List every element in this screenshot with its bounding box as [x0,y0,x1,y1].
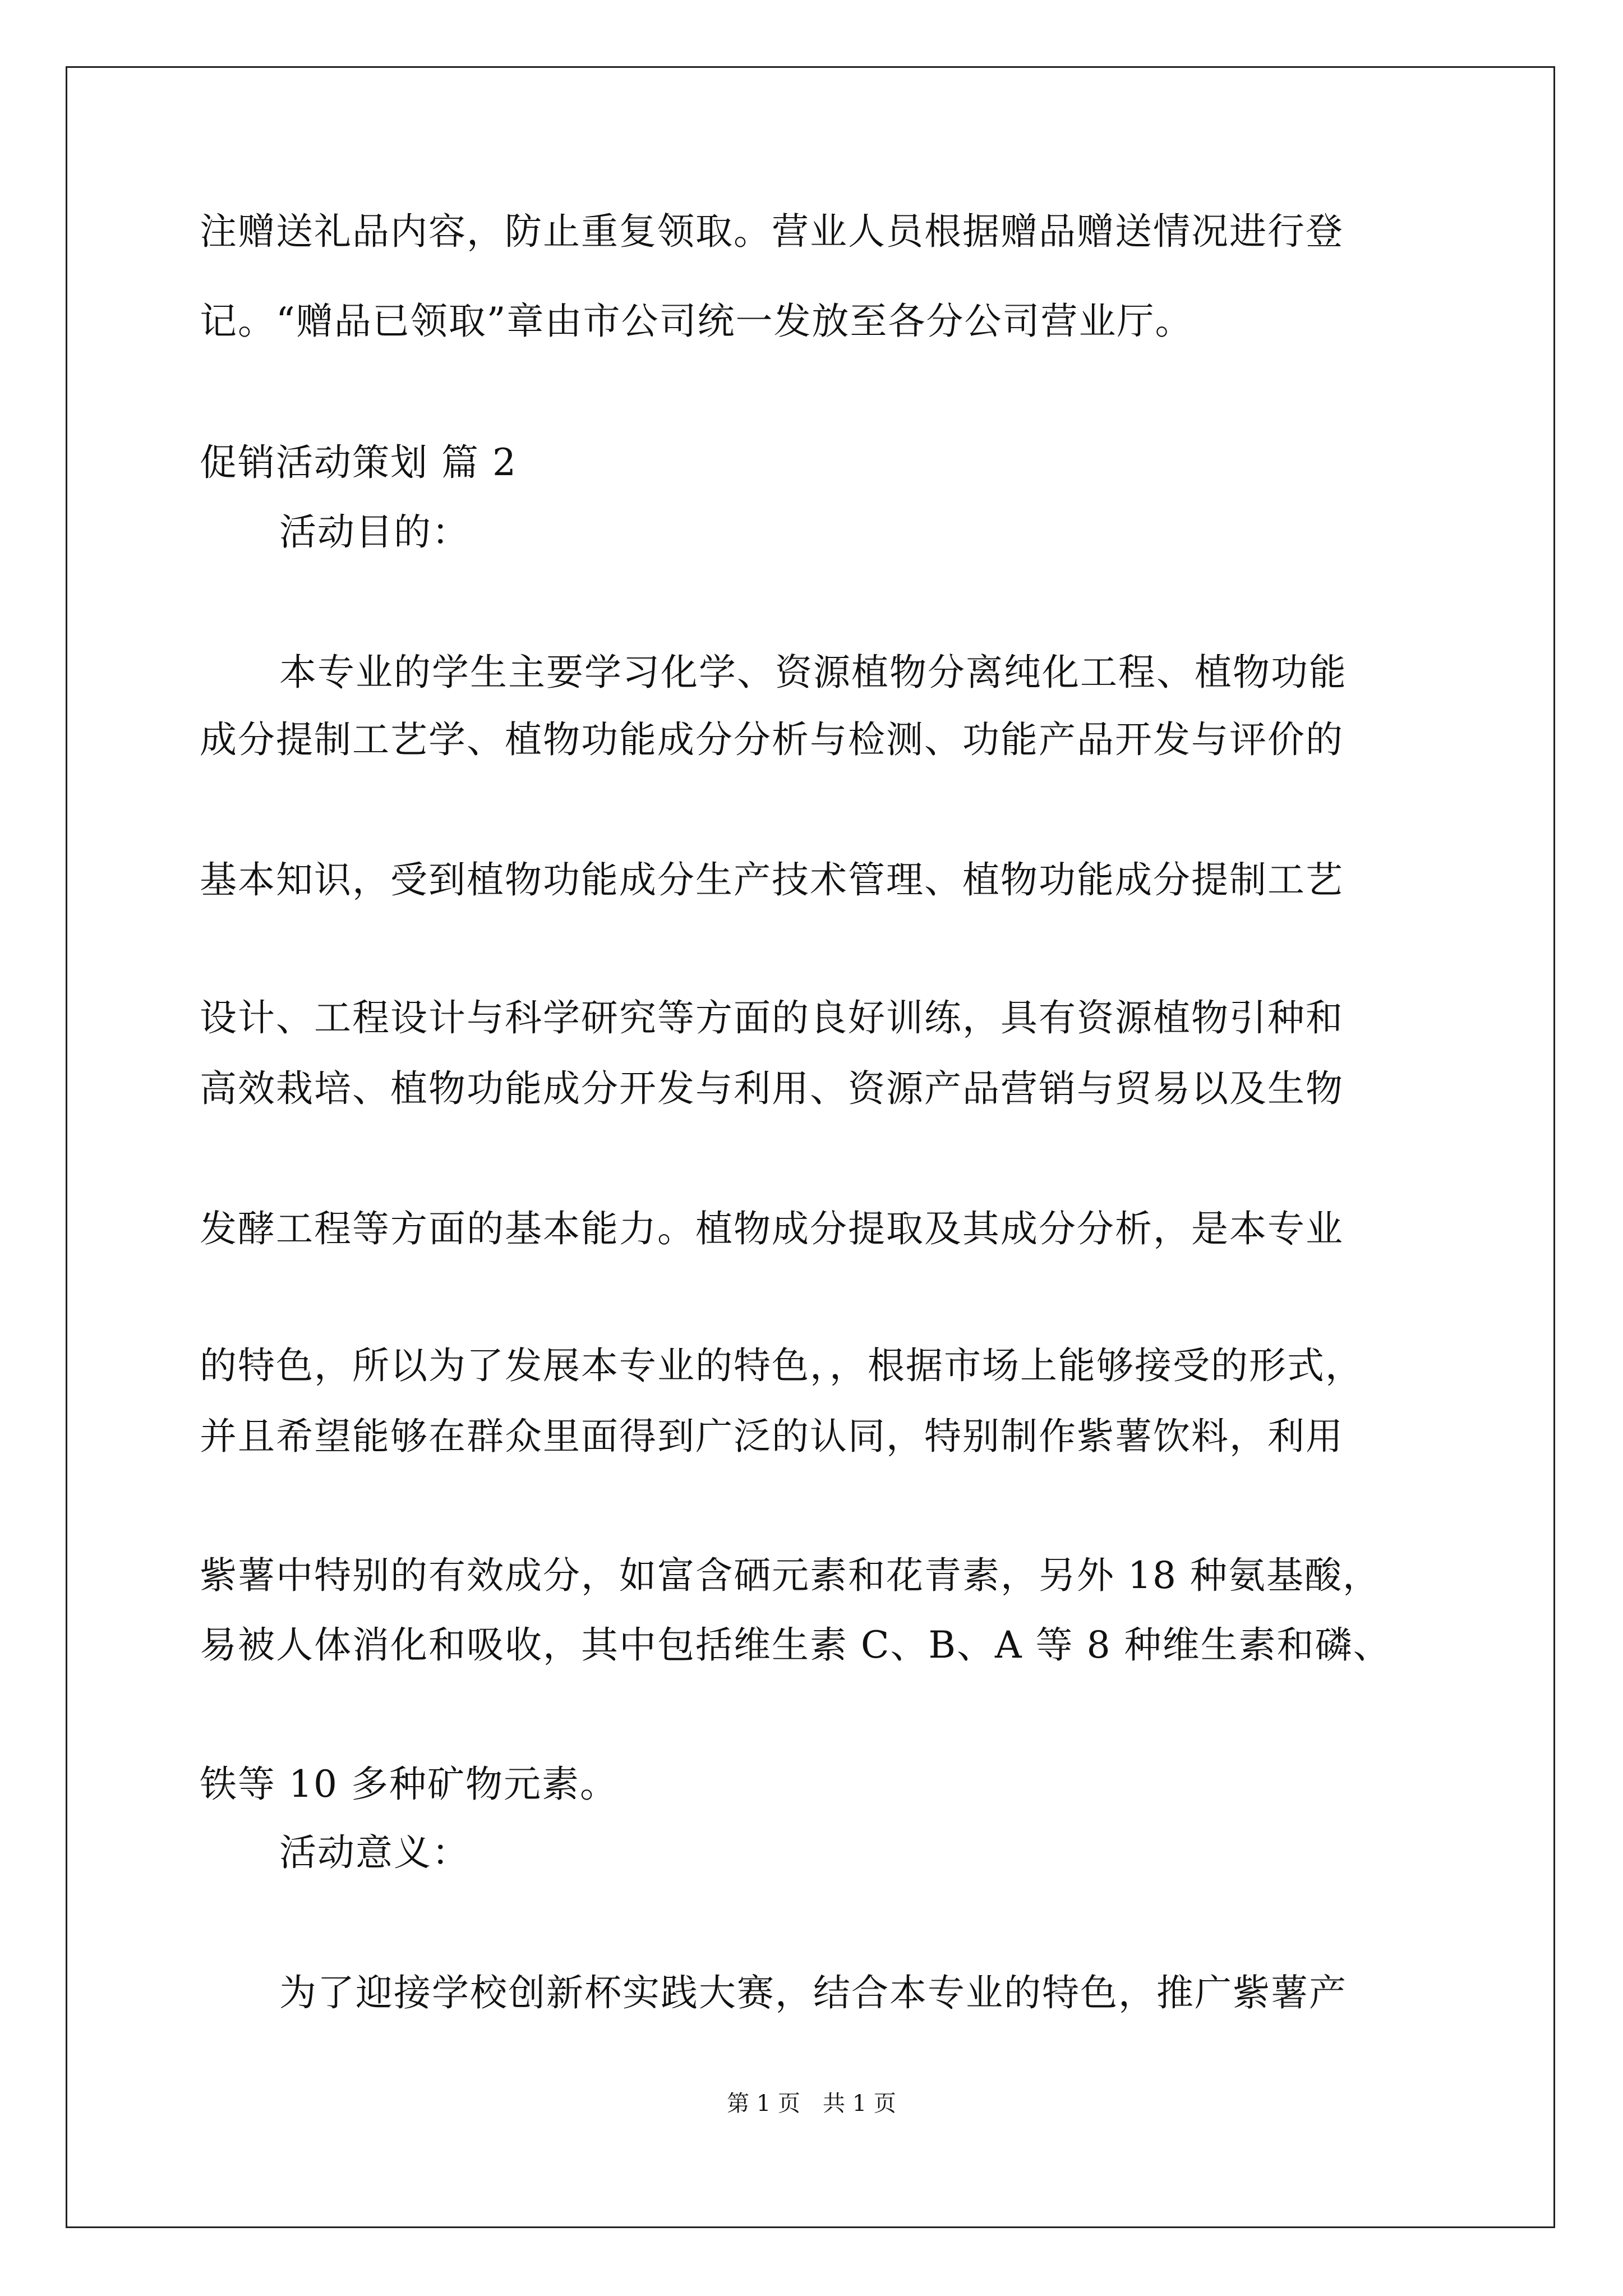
paragraph-line: 的特色，所以为了发展本专业的特色，，根据市场上能够接受的形式， [200,1344,1363,1387]
paragraph-line: 易被人体消化和吸收，其中包括维生素 C、B、A 等 8 种维生素和磷、 [200,1623,1391,1667]
paragraph-line: 基本知识，受到植物功能成分生产技术管理、植物功能成分提制工艺 [200,858,1344,901]
section-heading: 促销活动策划 篇 2 [200,441,517,484]
paragraph-line: 设计、工程设计与科学研究等方面的良好训练，具有资源植物引种和 [200,996,1344,1039]
paragraph-line: 记。“赠品已领取”章由市公司统一发放至各分公司营业厅。 [200,300,1193,343]
paragraph-line: 本专业的学生主要学习化学、资源植物分离纯化工程、植物功能 [279,651,1347,694]
subheading-activity-purpose: 活动目的： [279,510,470,554]
subheading-activity-significance: 活动意义： [279,1831,470,1874]
paragraph-line: 紫薯中特别的有效成分，如富含硒元素和花青素，另外 18 种氨基酸， [200,1554,1381,1597]
paragraph-line: 并且希望能够在群众里面得到广泛的认同，特别制作紫薯饮料，利用 [200,1415,1344,1458]
paragraph-line: 高效栽培、植物功能成分开发与利用、资源产品营销与贸易以及生物 [200,1067,1344,1110]
paragraph-line: 成分提制工艺学、植物功能成分分析与检测、功能产品开发与评价的 [200,718,1344,761]
paragraph-line: 发酵工程等方面的基本能力。植物成分提取及其成分分析，是本专业 [200,1207,1344,1250]
page-number-footer: 第 1 页 共 1 页 [727,2091,896,2116]
paragraph-line: 为了迎接学校创新杯实践大赛，结合本专业的特色，推广紫薯产 [279,1971,1347,2014]
page-border [66,66,1555,2228]
paragraph-line: 注赠送礼品内容，防止重复领取。营业人员根据赠品赠送情况进行登 [200,210,1344,253]
paragraph-line: 铁等 10 多种矿物元素。 [200,1763,618,1806]
